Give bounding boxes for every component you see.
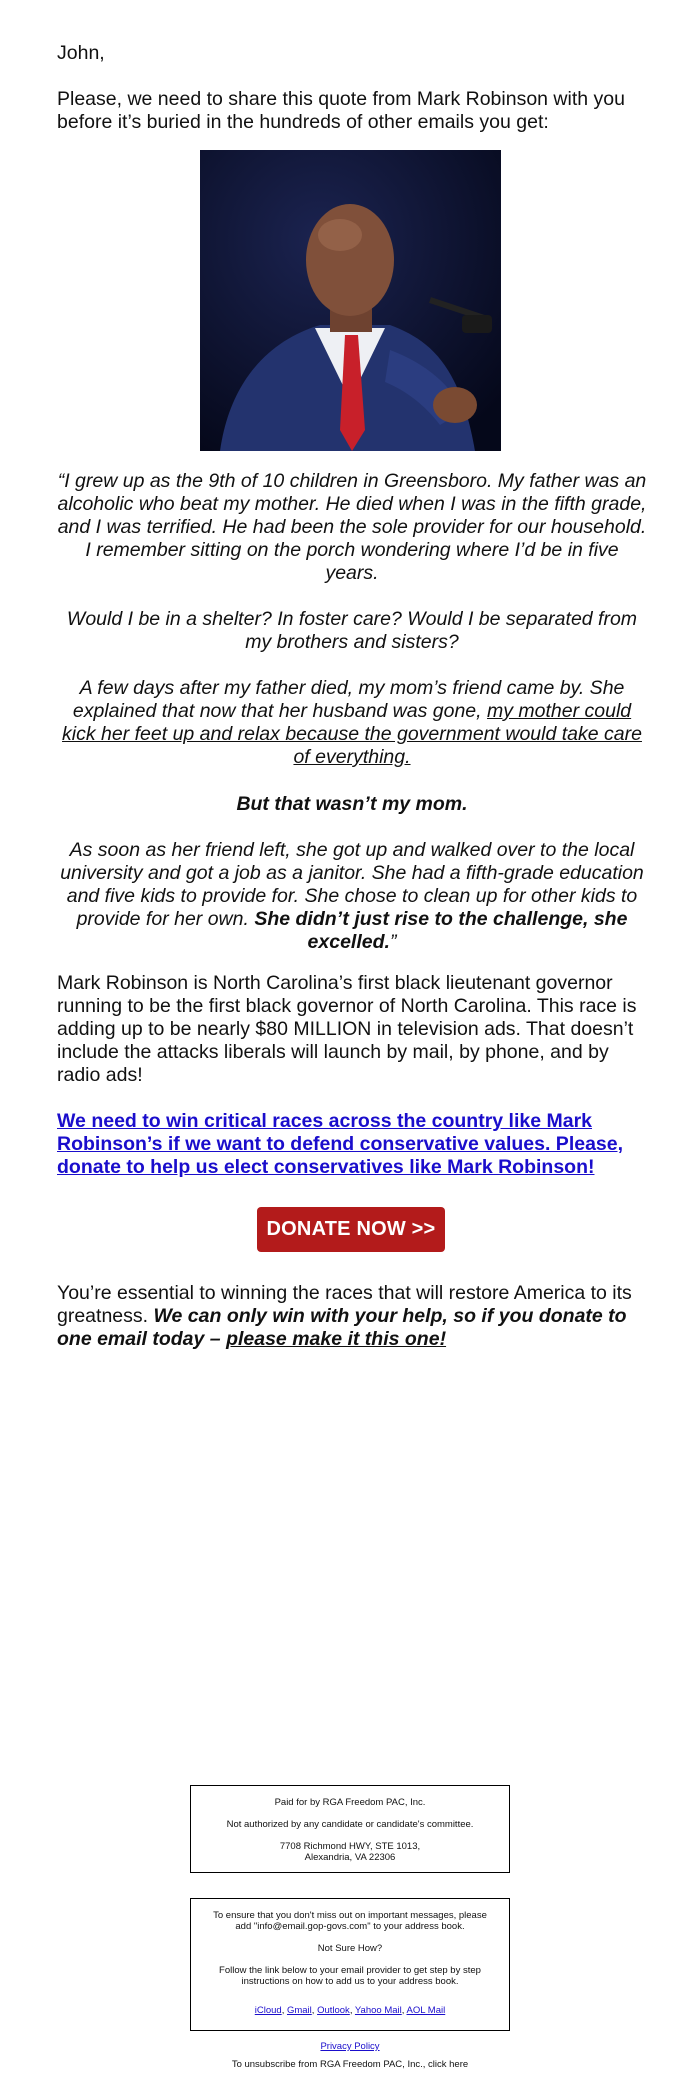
disclaimer-box	[190, 1785, 510, 1873]
quote-paragraph-3	[57, 677, 647, 769]
speaker-photo	[200, 150, 501, 451]
address-line-2: Alexandria, VA 22306	[304, 1852, 396, 1863]
speaker-photo-illustration	[200, 150, 501, 451]
greeting: John,	[57, 42, 105, 64]
follow-text: Follow the link below to your email provider to get step by step instructions on how to add us to your address book.	[219, 1965, 481, 1987]
not-sure-text: Not Sure How?	[317, 1943, 383, 1954]
intro-paragraph: Please, we need to share this quote from Mark Robinson with you before it’s buried in the hundreds of other emails you get:	[57, 88, 625, 133]
gmail-link[interactable]: Gmail	[286, 2005, 312, 2016]
closing-text: You’re essential to winning the races that will restore America to its greatness.	[57, 1282, 632, 1327]
closing-paragraph	[57, 1282, 647, 1351]
address-line-1: 7708 Richmond HWY, STE 1013,	[279, 1841, 421, 1852]
closing-bold-text: We can only win with your help, so if you donate to one email today –	[57, 1305, 627, 1350]
quote-paragraph-1: “I grew up as the 9th of 10 children in Greensboro. My father was an alcoholic who beat my mother. He died when I was in the fifth grade, and I was terrified. He had been the sole provider for our household. I remember sitting on the porch wondering where I’d be in five years.	[57, 470, 647, 584]
ensure-text: To ensure that you don't miss out on important messages, please add "info@email.gop-govs.com" to your address book.	[213, 1910, 487, 1932]
not-authorized-text: Not authorized by any candidate or candidate's committee.	[226, 1819, 474, 1830]
closing-underlined-text: please make it this one!	[226, 1328, 447, 1350]
outlook-link[interactable]: Outlook	[317, 2005, 350, 2016]
paid-for-text: Paid for by RGA Freedom PAC, Inc.	[274, 1797, 426, 1808]
icloud-link[interactable]: iCloud	[254, 2005, 282, 2016]
provider-links: iCloud, Gmail, Outlook, Yahoo Mail, AOL Mail	[254, 2005, 446, 2016]
quote-underlined-text: my mother could kick her feet up and relax because the government would take care of everything.	[62, 700, 642, 768]
robinson-paragraph: Mark Robinson is North Carolina’s first black lieutenant governor running to be the first black governor of North Carolina. This race is adding up to be nearly $80 MILLION in television ads. That doesn’t include the attacks liberals will launch by mail, by phone, and by radio ads!	[57, 972, 637, 1086]
aol-mail-link[interactable]: AOL Mail	[406, 2005, 446, 2016]
quote-paragraph-2: Would I be in a shelter? In foster care? Would I be separated from my brothers and sisters?	[66, 608, 638, 653]
address-book-box	[190, 1898, 510, 2031]
quote-bold-text: She didn’t just rise to the challenge, she excelled.	[254, 908, 628, 953]
quote-paragraph-3-text: A few days after my father died, my mom’s friend came by. She explained that now that her husband was gone,	[72, 677, 625, 722]
yahoo-mail-link[interactable]: Yahoo Mail	[354, 2005, 402, 2016]
quote-closing-mark: ”	[389, 931, 397, 953]
privacy-policy-link[interactable]: Privacy Policy	[320, 2041, 380, 2052]
donate-now-button[interactable]: DONATE NOW >>	[257, 1207, 445, 1252]
donate-text-link[interactable]: We need to win critical races across the country like Mark Robinson’s if we want to defend conservative values. Please, donate to help us elect conservatives like Mark Robinson!	[57, 1110, 624, 1178]
quote-paragraph-4: But that wasn’t my mom.	[236, 793, 468, 815]
unsubscribe-link[interactable]: To unsubscribe from RGA Freedom PAC, Inc., click here	[231, 2059, 469, 2070]
cta-paragraph	[57, 1110, 647, 1179]
quote-paragraph-5	[57, 839, 647, 954]
quote-paragraph-5-text: As soon as her friend left, she got up and walked over to the local university and got a job as a janitor. She had a fifth-grade education and five kids to provide for. She chose to clean up for other kids to provide for her own.	[60, 839, 644, 930]
